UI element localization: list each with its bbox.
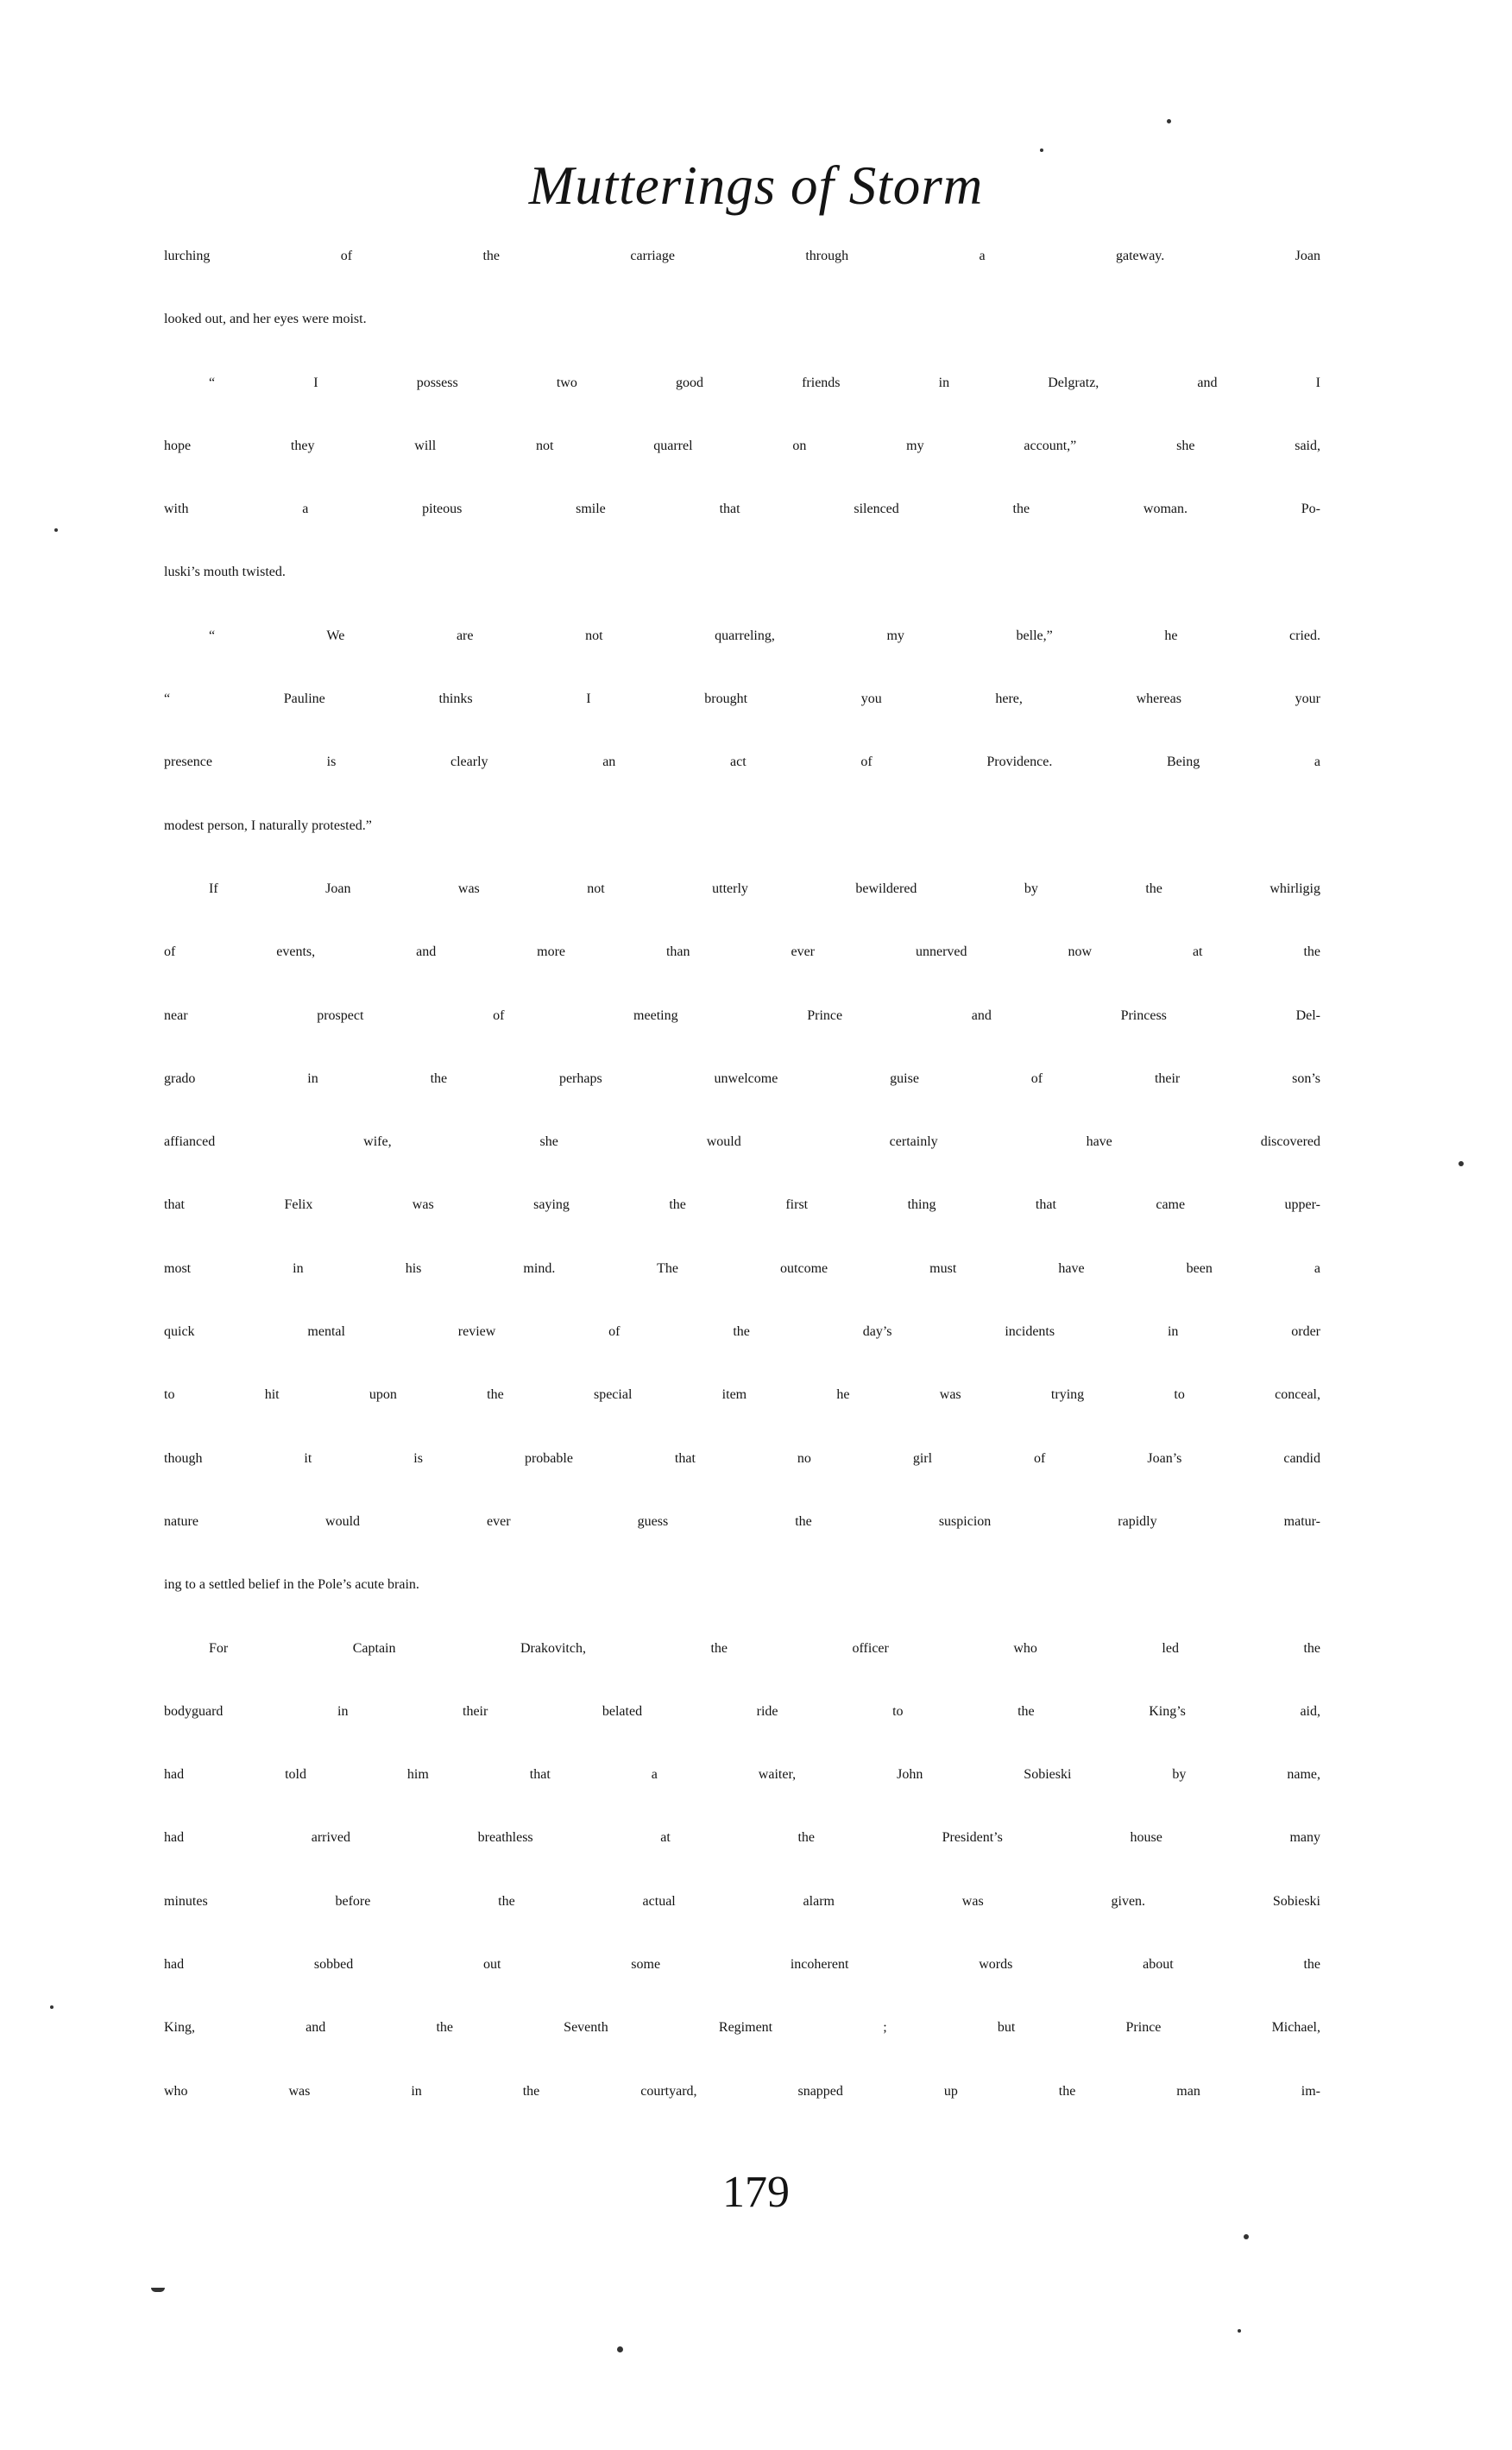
text-line: that Felix was saying the first thing that came upper- <box>164 1197 1320 1213</box>
text-line: If Joan was not utterly bewildered by the whirligig <box>209 881 1320 896</box>
text-line: though it is probable that no girl of Joan’s candid <box>164 1450 1320 1466</box>
text-line: “ I possess two good friends in Delgratz, and I <box>209 375 1320 390</box>
text-line: For Captain Drakovitch, the officer who led the <box>209 1640 1320 1656</box>
text-line: nature would ever guess the suspicion rapidly matur- <box>164 1513 1320 1529</box>
text-line: looked out, and her eyes were moist. <box>164 312 367 327</box>
scan-speck <box>50 2005 54 2009</box>
text-line: minutes before the actual alarm was given. Sobieski <box>164 1893 1320 1909</box>
scan-speck <box>1244 2234 1249 2239</box>
text-line: “ We are not quarreling, my belle,” he cried. <box>209 628 1320 643</box>
text-line: quick mental review of the day’s incidents in order <box>164 1324 1320 1340</box>
body-text <box>164 249 1320 2147</box>
scan-speck <box>1458 1161 1464 1166</box>
running-title: Mutterings of Storm <box>528 155 984 216</box>
text-line: “ Pauline thinks I brought you here, whereas your <box>164 691 1320 707</box>
text-line: grado in the perhaps unwelcome guise of their son’s <box>164 1070 1320 1086</box>
text-line: modest person, I naturally protested.” <box>164 818 372 833</box>
text-line: had told him that a waiter, John Sobieski by name, <box>164 1767 1320 1783</box>
text-line: hope they will not quarrel on my account,” she said, <box>164 438 1320 453</box>
text-line: had arrived breathless at the President’s house many <box>164 1830 1320 1846</box>
text-line: most in his mind. The outcome must have been a <box>164 1260 1320 1276</box>
text-line: bodyguard in their belated ride to the King’s aid, <box>164 1703 1320 1719</box>
text-line: who was in the courtyard, snapped up the man im- <box>164 2083 1320 2099</box>
text-line: with a piteous smile that silenced the woman. Po- <box>164 502 1320 517</box>
text-line: near prospect of meeting Prince and Princess Del- <box>164 1007 1320 1023</box>
scan-speck <box>1040 148 1043 152</box>
page-number: 179 <box>722 2168 790 2217</box>
text-line: luski’s mouth twisted. <box>164 565 286 580</box>
text-line: of events, and more than ever unnerved now at the <box>164 944 1320 960</box>
text-line: had sobbed out some incoherent words about the <box>164 1957 1320 1973</box>
text-line: lurching of the carriage through a gateway. Joan <box>164 249 1320 263</box>
scan-speck <box>151 2288 165 2292</box>
text-line: King, and the Seventh Regiment ; but Prince Michael, <box>164 2020 1320 2036</box>
scan-speck <box>1238 2329 1241 2333</box>
text-line: presence is clearly an act of Providence. Being a <box>164 755 1320 770</box>
scan-speck <box>1167 119 1171 123</box>
scan-speck <box>617 2346 623 2352</box>
text-line: affianced wife, she would certainly have discovered <box>164 1134 1320 1150</box>
text-line: ing to a settled belief in the Pole’s acute brain. <box>164 1577 419 1593</box>
scan-speck <box>54 528 58 532</box>
text-line: to hit upon the special item he was trying to conceal, <box>164 1387 1320 1403</box>
